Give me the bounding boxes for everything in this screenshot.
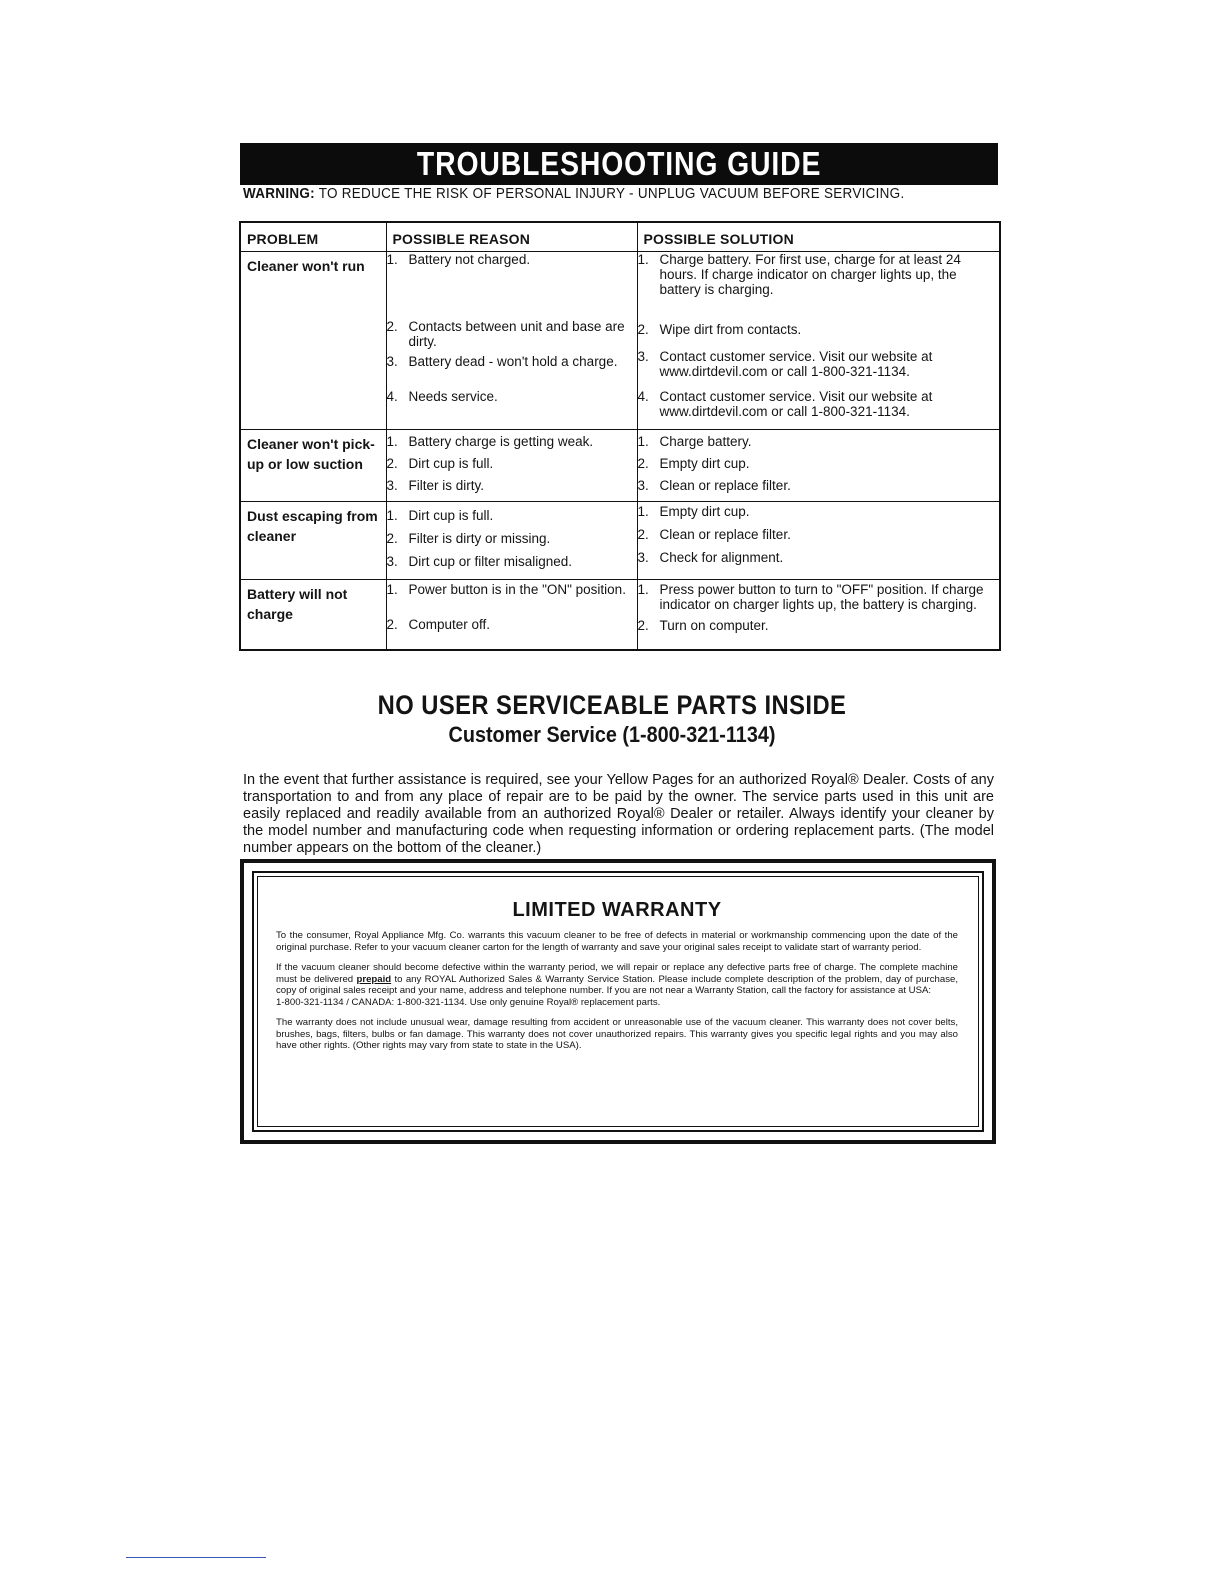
title-banner (240, 143, 998, 185)
column-header-solution: POSSIBLE SOLUTION (637, 222, 1000, 252)
table-row (240, 580, 1000, 650)
problem-cell: Battery will not charge (240, 580, 386, 650)
list-item: 4. Needs service. (386, 389, 498, 404)
assistance-paragraph: In the event that further assistance is required, see your Yellow Pages for an authorized Royal® Dealer. Costs of any transportation to and from any place of repair are to be paid by the owner. The service parts used in this unit are easily replaced and readily available from an authorized Royal® Dealer or retailer. Always identify your cleaner by the model number and manufacturing code when requesting information or ordering replacement parts. (The model number appears on the bottom of the cleaner.) (243, 771, 994, 856)
list-item: 4. Contact customer service. Visit our website at www.dirtdevil.com or call 1-800-321-1134. (637, 389, 933, 419)
list-item: 3. Filter is dirty. (386, 478, 485, 493)
warranty-paragraph-1: To the consumer, Royal Appliance Mfg. Co. warrants this vacuum cleaner to be free of defects in material or workmanship commencing upon the date of the original purchase. Refer to your vacuum cleaner carton for the length of warranty and save your original sales receipt to validate start of warranty period. (276, 930, 958, 953)
reason-cell (386, 580, 637, 650)
list-item: 1. Battery not charged. (386, 252, 531, 267)
list-item: 1. Empty dirt cup. (637, 504, 750, 519)
list-item: 2. Contacts between unit and base are dirty. (386, 319, 625, 349)
warranty-phone-line: 1-800-321-1134 / CANADA: 1-800-321-1134. Use only genuine Royal® replacement parts. (276, 996, 661, 1008)
warranty-paragraph-3: The warranty does not include unusual wear, damage resulting from accident or unreasonable use of the vacuum cleaner. This warranty does not cover belts, brushes, bags, filters, bulbs or fan damage. This warranty does not cover unauthorized repairs. This warranty gives you specific legal rights and you may also have other rights. (Other rights may vary from state to state in the USA). (276, 1017, 958, 1051)
list-item: 2. Clean or replace filter. (637, 527, 791, 542)
table-row (240, 252, 1000, 430)
troubleshooting-table (239, 221, 1001, 651)
list-item: 2. Empty dirt cup. (637, 456, 750, 471)
warranty-box (240, 859, 996, 1144)
problem-cell: Cleaner won't run (240, 252, 386, 430)
warning-label: WARNING: (243, 186, 315, 202)
warranty-paragraph-2: If the vacuum cleaner should become defective within the warranty period, we will repair or replace any defective parts free of charge. The complete machine must be delivered prepaid to any ROYAL Authorized Sales & Warranty Service Station. Please include complete description of the problem, day of purchase, copy of original sales receipt and your name, address and telephone number. If you are not near a Warranty Station, call the factory for assistance at USA: 1-800-321-1134 / CANADA: 1-800-321-1134. Use only genuine Royal® replacement parts. (276, 962, 958, 1008)
list-item: 2. Wipe dirt from contacts. (637, 322, 802, 337)
reason-cell (386, 252, 637, 430)
list-item: 2. Dirt cup is full. (386, 456, 494, 471)
list-item: 1. Power button is in the "ON" position. (386, 582, 626, 597)
problem-cell: Dust escaping from cleaner (240, 502, 386, 580)
reason-cell (386, 502, 637, 580)
list-item: 3. Check for alignment. (637, 550, 784, 565)
list-item: 3. Clean or replace filter. (637, 478, 791, 493)
list-item: 1. Press power button to turn to "OFF" position. If charge indicator on charger lights up, the battery is charging. (637, 582, 984, 612)
list-item: 2. Turn on computer. (637, 618, 769, 633)
table-row (240, 502, 1000, 580)
list-item: 3. Battery dead - won't hold a charge. (386, 354, 618, 369)
list-item: 1. Dirt cup is full. (386, 508, 494, 523)
solution-cell (637, 580, 1000, 650)
no-user-serviceable-heading: NO USER SERVICEABLE PARTS INSIDE (377, 690, 847, 720)
list-item: 1. Charge battery. (637, 434, 752, 449)
list-item: 1. Battery charge is getting weak. (386, 434, 594, 449)
footer-divider (126, 1557, 266, 1558)
customer-service-heading: Customer Service (1-800-321-1134) (448, 722, 776, 747)
table-header-row (240, 222, 1000, 252)
warranty-title: LIMITED WARRANTY (512, 899, 722, 921)
solution-cell (637, 430, 1000, 502)
problem-cell: Cleaner won't pick-up or low suction (240, 430, 386, 502)
list-item: 2. Computer off. (386, 617, 491, 632)
list-item: 3. Contact customer service. Visit our website at www.dirtdevil.com or call 1-800-321-1134. (637, 349, 933, 379)
table-row (240, 430, 1000, 502)
warning-text: TO REDUCE THE RISK OF PERSONAL INJURY - UNPLUG VACUUM BEFORE SERVICING. (318, 186, 905, 202)
prepaid-text: prepaid (356, 973, 392, 985)
solution-cell (637, 252, 1000, 430)
solution-cell (637, 502, 1000, 580)
warning-line (243, 186, 904, 202)
column-header-reason: POSSIBLE REASON (386, 222, 637, 252)
list-item: 2. Filter is dirty or missing. (386, 531, 551, 546)
page-title: TROUBLESHOOTING GUIDE (416, 145, 822, 182)
list-item: 3. Dirt cup or filter misaligned. (386, 554, 573, 569)
list-item: 1. Charge battery. For first use, charge for at least 24 hours. If charge indicator on charger lights up, the battery is charging. (637, 252, 961, 297)
reason-cell (386, 430, 637, 502)
column-header-problem: PROBLEM (240, 222, 386, 252)
